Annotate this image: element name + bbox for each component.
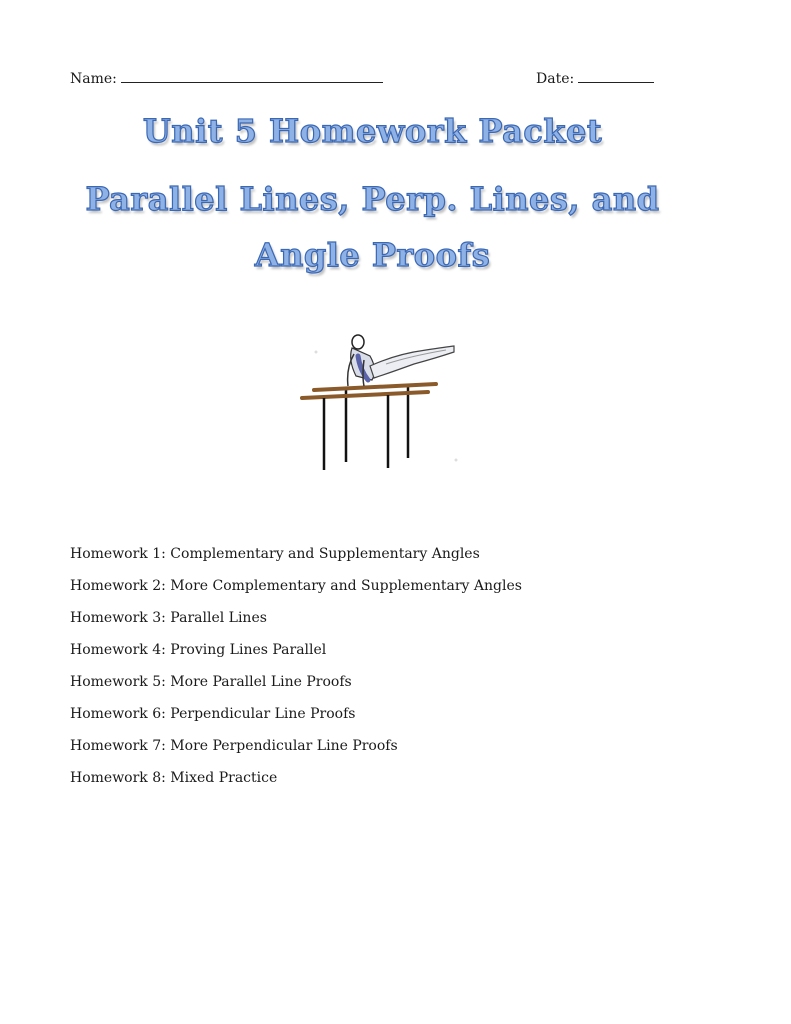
list-item: Homework 7: More Perpendicular Line Proofs [70,738,398,754]
name-field [70,68,383,87]
list-item: Homework 2: More Complementary and Supplementary Angles [70,578,522,594]
page-subtitle-line2: Angle Proofs [254,236,491,274]
page-title: Unit 5 Homework Packet [142,112,603,150]
list-item: Homework 5: More Parallel Line Proofs [70,674,352,690]
gymnast-parallel-bars-icon [296,330,466,475]
list-item: Homework 4: Proving Lines Parallel [70,642,327,658]
list-item: Homework 1: Complementary and Supplementary Angles [70,546,480,562]
header-row [70,68,670,90]
date-field [536,68,654,87]
page-subtitle-line1: Parallel Lines, Perp. Lines, and [85,180,660,218]
list-item: Homework 8: Mixed Practice [70,770,278,786]
date-label: Date: [536,71,575,87]
name-blank-line[interactable] [121,68,383,83]
homework-list [70,544,690,800]
name-label: Name: [70,71,117,87]
date-blank-line[interactable] [578,68,654,83]
list-item: Homework 6: Perpendicular Line Proofs [70,706,356,722]
list-item: Homework 3: Parallel Lines [70,610,267,626]
